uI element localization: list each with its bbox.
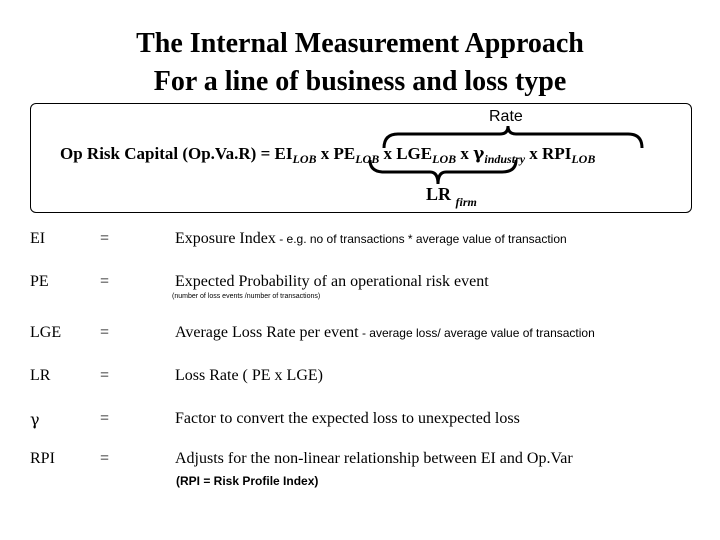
lr-firm-label — [426, 184, 477, 210]
def-ei-text — [175, 230, 567, 248]
def-rpi-abbr: RPI — [30, 450, 55, 467]
def-rpi-footnote: (RPI = Risk Profile Index) — [176, 474, 319, 488]
slide-title-line1: The Internal Measurement Approach — [136, 28, 584, 59]
formula-x-gamma: x — [456, 144, 474, 163]
def-lge-eq: = — [100, 324, 110, 341]
def-pe-eq: = — [100, 273, 110, 290]
def-ei-detail: - e.g. no of transactions * average value of transaction — [275, 232, 567, 246]
def-gamma-text: Factor to convert the expected loss to unexpected loss — [175, 410, 520, 427]
def-lr-text: Loss Rate ( PE x LGE) — [175, 367, 323, 384]
def-gamma-abbr: γ — [30, 410, 40, 429]
def-lge-text — [175, 324, 595, 342]
def-rpi-eq: = — [100, 450, 110, 467]
def-gamma-eq: = — [100, 410, 110, 427]
def-ei-abbr: EI — [30, 230, 46, 247]
def-lge-main: Average Loss Rate per event — [175, 324, 359, 341]
formula-lhs: Op Risk Capital (Op.Va.R) = EI — [60, 144, 293, 163]
def-lr-abbr: LR — [30, 367, 51, 384]
def-ei-eq: = — [100, 230, 110, 247]
formula-sub-lob-rpi: LOB — [571, 152, 596, 166]
lr-text: LR — [426, 184, 452, 204]
def-lr-eq: = — [100, 367, 110, 384]
formula-x-lge: x LGE — [379, 144, 433, 163]
slide-title-line2: For a line of business and loss type — [153, 66, 567, 97]
formula-sub-lob-lge: LOB — [432, 152, 457, 166]
def-ei-main: Exposure Index — [175, 230, 276, 247]
formula-gamma: γ — [473, 144, 485, 164]
lr-sub-firm: firm — [455, 195, 477, 209]
formula-x-rpi: x RPI — [525, 144, 572, 163]
def-lge-detail: - average loss/ average value of transaction — [358, 326, 595, 340]
formula-sub-industry: industry — [484, 152, 526, 166]
def-pe-footnote: (number of loss events /number of transactions) — [172, 293, 321, 300]
formula-x-pe: x PE — [316, 144, 356, 163]
def-pe-text: Expected Probability of an operational risk event — [175, 273, 489, 290]
formula-sub-lob-ei: LOB — [292, 152, 317, 166]
def-pe-abbr: PE — [30, 273, 49, 290]
rate-label: Rate — [489, 108, 523, 125]
def-lge-abbr: LGE — [30, 324, 62, 341]
def-rpi-text: Adjusts for the non-linear relationship between EI and Op.Var — [175, 450, 573, 467]
formula-sub-lob-pe: LOB — [355, 152, 380, 166]
op-risk-formula — [60, 144, 595, 167]
